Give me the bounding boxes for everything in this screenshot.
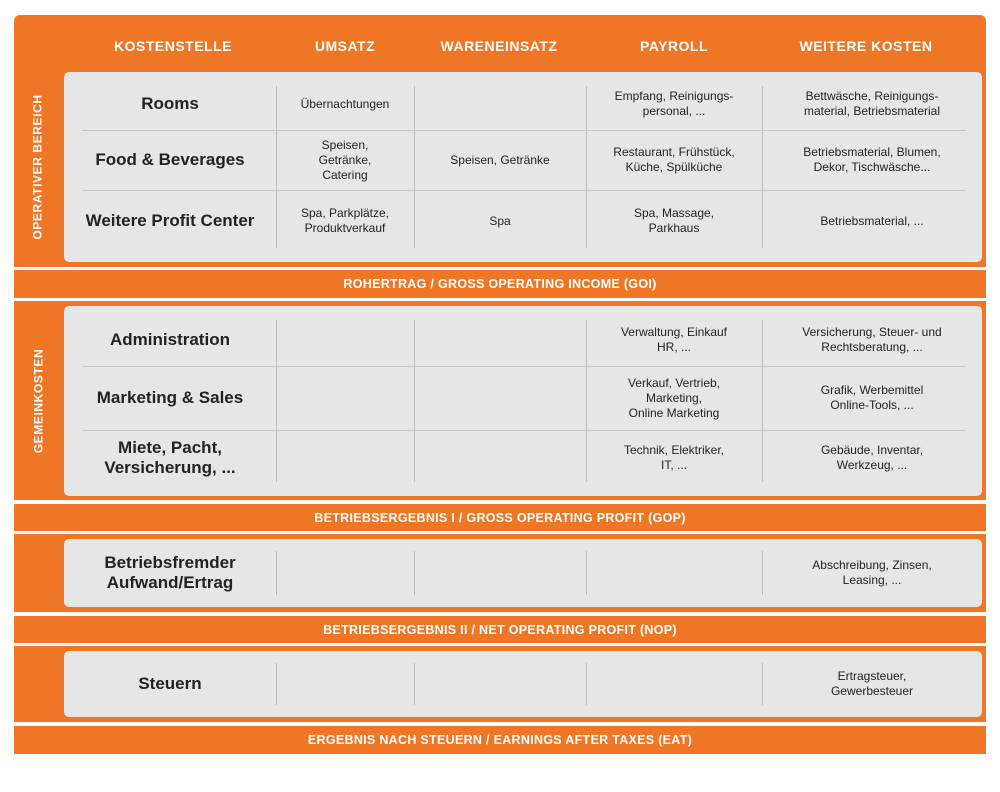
cell-steuern-weitere: Ertragsteuer, Gewerbesteuer bbox=[830, 669, 914, 698]
cell-admin-wareneinsatz bbox=[414, 314, 586, 366]
cell-food-payroll: Restaurant, Frühstück, Küche, Spülküche bbox=[613, 145, 735, 174]
header-payroll: PAYROLL bbox=[639, 38, 709, 54]
cell-food-umsatz: Speisen, Getränke, Catering bbox=[318, 137, 372, 182]
cell-profit-umsatz: Spa, Parkplätze, Produktverkauf bbox=[300, 206, 390, 235]
cell-profit-wareneinsatz: Spa bbox=[489, 213, 511, 228]
row-label-administration: Administration bbox=[110, 330, 230, 350]
cell-admin-umsatz bbox=[276, 314, 414, 366]
cell-profit-weitere: Betriebsmaterial, ... bbox=[820, 213, 924, 228]
gop-label: BETRIEBSERGEBNIS I / GROSS OPERATING PROFIT (GOP) bbox=[314, 510, 686, 525]
cell-miete-weitere: Gebäude, Inventar, Werkzeug, ... bbox=[820, 443, 924, 472]
panel-operativ bbox=[64, 72, 982, 262]
row-label-betriebsfremd: Betriebsfremder Aufwand/Ertrag bbox=[104, 553, 236, 592]
cell-food-weitere: Betriebsmaterial, Blumen, Dekor, Tischwäsche... bbox=[803, 145, 941, 174]
header-umsatz: UMSATZ bbox=[314, 38, 376, 54]
cell-rooms-umsatz: Übernachtungen bbox=[300, 96, 390, 111]
cell-rooms-payroll: Empfang, Reinigungs- personal, ... bbox=[614, 89, 734, 118]
eat-band bbox=[14, 726, 986, 754]
cell-miete-umsatz bbox=[276, 430, 414, 486]
cell-rooms-wareneinsatz bbox=[414, 78, 586, 130]
row-label-steuern: Steuern bbox=[138, 674, 202, 694]
header-kostenstelle: KOSTENSTELLE bbox=[113, 38, 232, 54]
cell-steuern-wareneinsatz bbox=[414, 651, 586, 717]
row-label-marketing: Marketing & Sales bbox=[96, 388, 244, 408]
cell-fremd-payroll bbox=[586, 539, 762, 607]
nop-label: BETRIEBSERGEBNIS II / NET OPERATING PROFIT (NOP) bbox=[323, 622, 677, 637]
cell-steuern-payroll bbox=[586, 651, 762, 717]
cell-marketing-wareneinsatz bbox=[414, 366, 586, 430]
cell-miete-wareneinsatz bbox=[414, 430, 586, 486]
row-label-profit-center: Weitere Profit Center bbox=[85, 211, 255, 231]
cell-rooms-weitere: Bettwäsche, Reinigungs- material, Betriebsmaterial bbox=[803, 89, 941, 118]
cell-admin-weitere: Versicherung, Steuer- und Rechtsberatung, ... bbox=[802, 325, 942, 354]
panel-steuern bbox=[64, 651, 982, 717]
cell-fremd-weitere: Abschreibung, Zinsen, Leasing, ... bbox=[812, 558, 932, 587]
panel-betriebsfremd bbox=[64, 539, 982, 607]
cell-steuern-umsatz bbox=[276, 651, 414, 717]
panel-gemeinkosten bbox=[64, 306, 982, 496]
gop-band bbox=[14, 504, 986, 531]
cell-food-wareneinsatz: Speisen, Getränke bbox=[450, 152, 550, 167]
cell-marketing-umsatz bbox=[276, 366, 414, 430]
row-label-rooms: Rooms bbox=[141, 94, 199, 114]
row-label-miete: Miete, Pacht, Versicherung, ... bbox=[104, 438, 236, 477]
goi-band bbox=[14, 270, 986, 298]
cell-fremd-umsatz bbox=[276, 539, 414, 607]
side-label-gemeinkosten: GEMEINKOSTEN bbox=[31, 348, 46, 454]
cell-marketing-payroll: Verkauf, Vertrieb, Marketing, Online Marketing bbox=[627, 375, 721, 420]
nop-band bbox=[14, 616, 986, 643]
cell-marketing-weitere: Grafik, Werbemittel Online-Tools, ... bbox=[820, 383, 924, 412]
cell-miete-payroll: Technik, Elektriker, IT, ... bbox=[623, 443, 725, 472]
eat-label: ERGEBNIS NACH STEUERN / EARNINGS AFTER TAXES (EAT) bbox=[307, 733, 693, 747]
side-label-operativ: OPERATIVER BEREICH bbox=[31, 94, 46, 240]
cell-admin-payroll: Verwaltung, Einkauf HR, ... bbox=[620, 325, 728, 354]
cell-profit-payroll: Spa, Massage, Parkhaus bbox=[633, 206, 715, 235]
header-weitere-kosten: WEITERE KOSTEN bbox=[799, 38, 933, 54]
goi-label: ROHERTRAG / GROSS OPERATING INCOME (GOI) bbox=[343, 277, 657, 291]
row-label-food: Food & Beverages bbox=[95, 150, 245, 170]
header-wareneinsatz: WARENEINSATZ bbox=[440, 38, 558, 54]
cell-fremd-wareneinsatz bbox=[414, 539, 586, 607]
